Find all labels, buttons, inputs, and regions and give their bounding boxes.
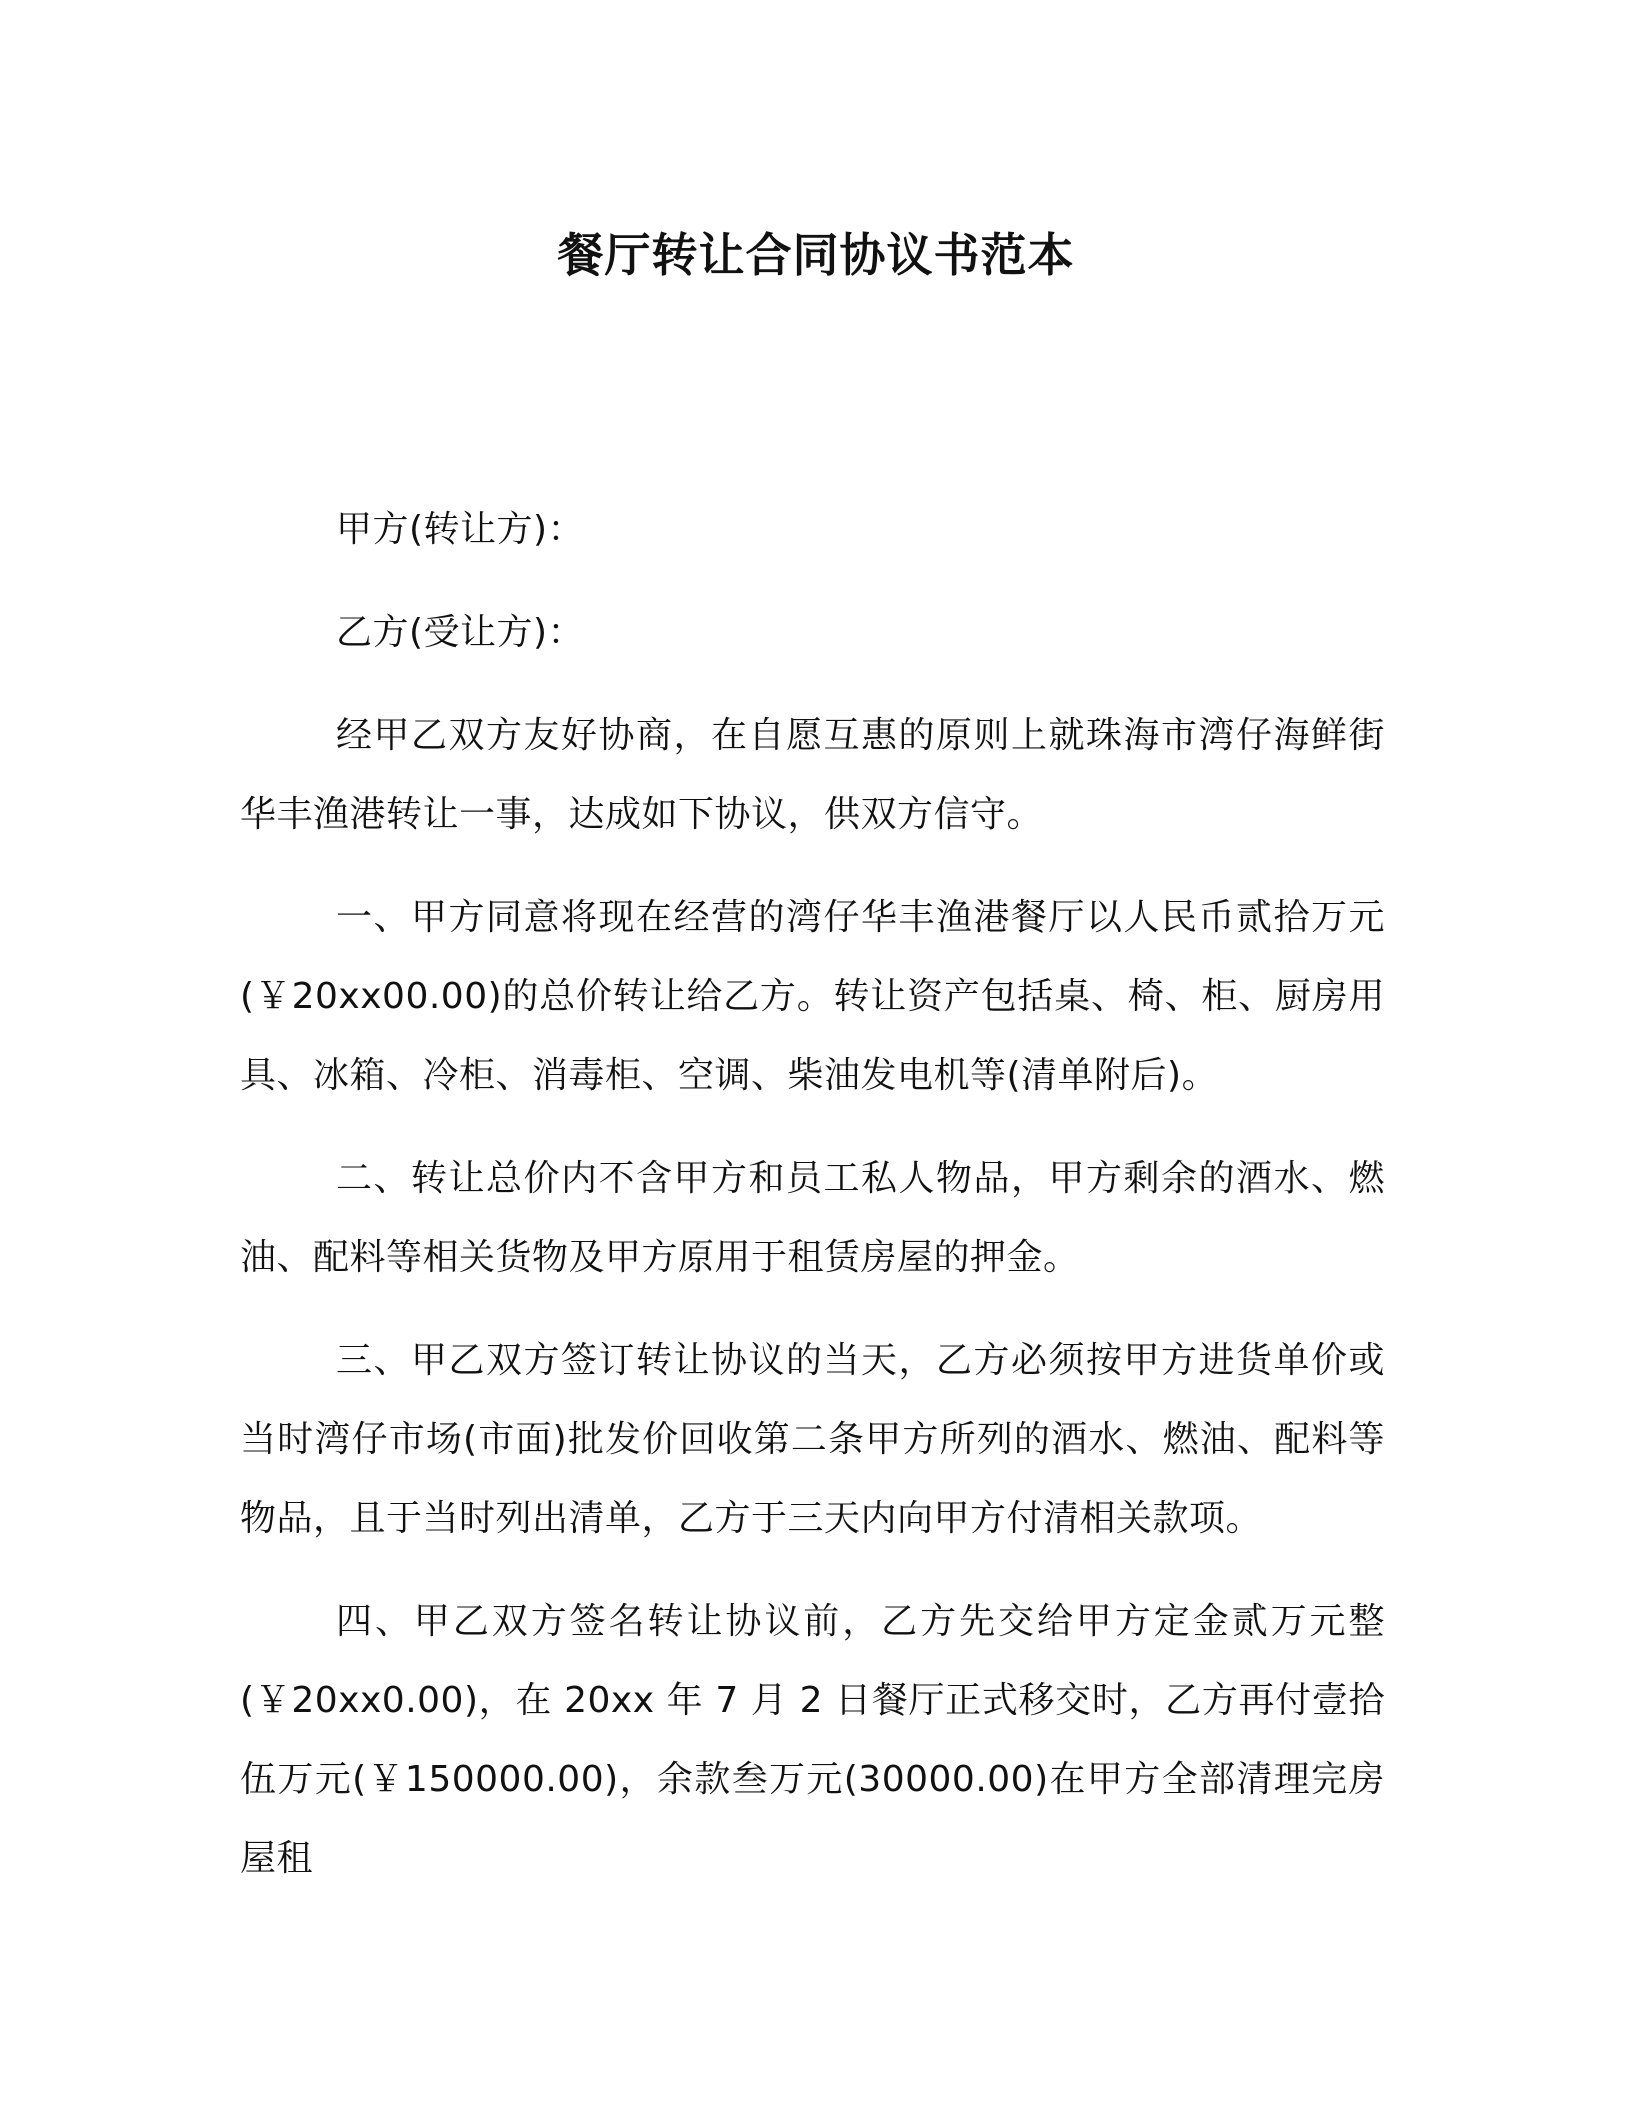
document-body xyxy=(240,490,1385,1922)
clause-4: 四、甲乙双方签名转让协议前，乙方先交给甲方定金贰万元整(￥20xx0.00)，在 20xx 年 7 月 2 日餐厅正式移交时，乙方再付壹拾伍万元(￥150000.00)，余款叁万元(30000.00)在甲方全部清理完房屋租 xyxy=(240,1601,1385,1879)
intro-paragraph: 经甲乙双方友好协商，在自愿互惠的原则上就珠海市湾仔海鲜街华丰渔港转让一事，达成如下协议，供双方信守。 xyxy=(240,715,1385,835)
clause-1: 一、甲方同意将现在经营的湾仔华丰渔港餐厅以人民币贰拾万元(￥20xx00.00)的总价转让给乙方。转让资产包括桌、椅、柜、厨房用具、冰箱、冷柜、消毒柜、空调、柴油发电机等(清单附后)。 xyxy=(240,897,1385,1096)
party-a-line: 甲方(转让方)： xyxy=(336,509,585,550)
clause-2: 二、转让总价内不含甲方和员工私人物品，甲方剩余的酒水、燃油、配料等相关货物及甲方原用于租赁房屋的押金。 xyxy=(240,1158,1385,1278)
party-b-line: 乙方(受让方)： xyxy=(336,612,585,653)
clause-3: 三、甲乙双方签订转让协议的当天，乙方必须按甲方进货单价或当时湾仔市场(市面)批发价回收第二条甲方所列的酒水、燃油、配料等物品，且于当时列出清单，乙方于三天内向甲方付清相关款项。 xyxy=(240,1340,1385,1539)
document-title: 餐厅转让合同协议书范本 xyxy=(557,228,1075,282)
